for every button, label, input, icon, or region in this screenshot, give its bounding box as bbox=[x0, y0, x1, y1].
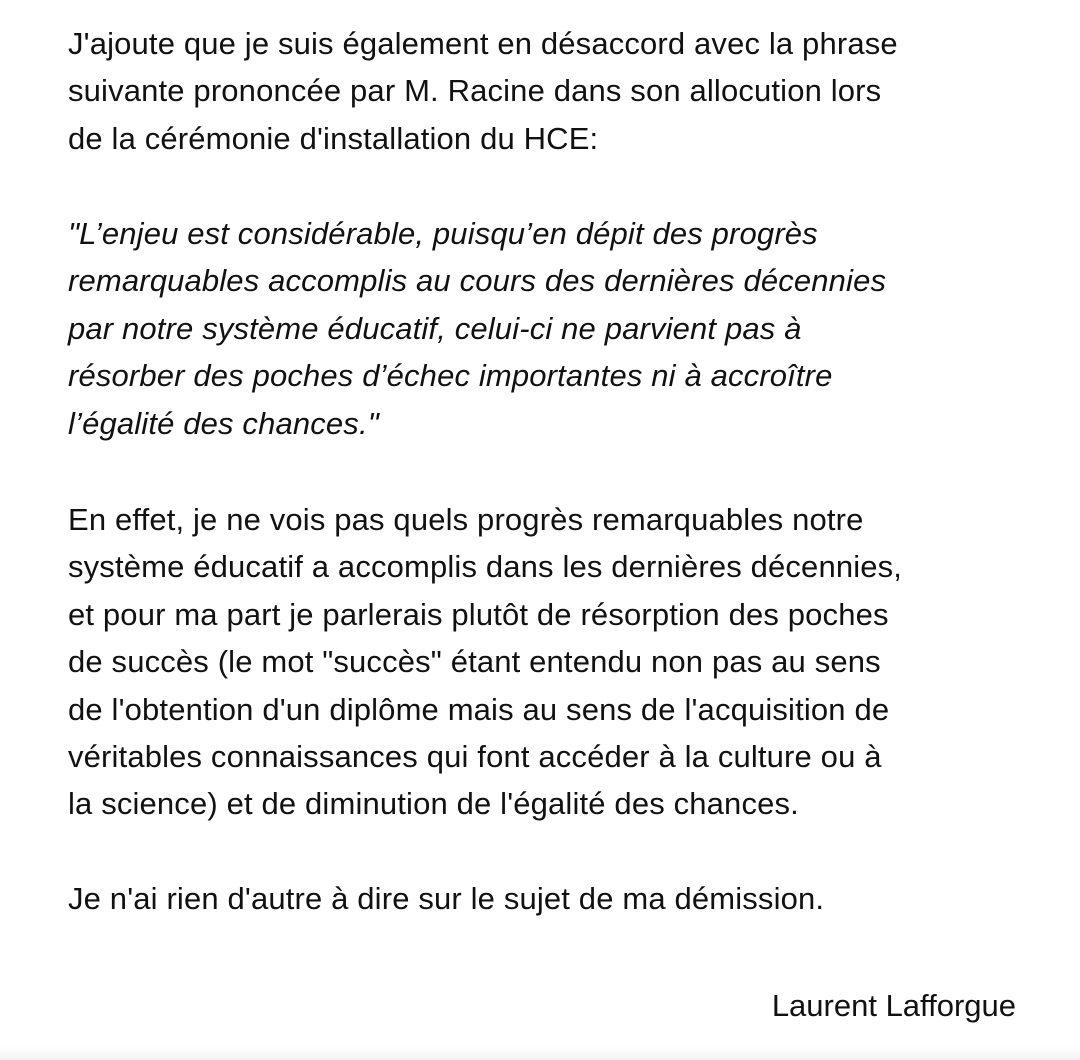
text-line: Je n'ai rien d'autre à dire sur le sujet de ma démission. bbox=[68, 881, 825, 916]
quote-line: "L’enjeu est considérable, puisqu’en dépit des progrès bbox=[68, 216, 818, 251]
paragraph-response bbox=[68, 496, 1048, 828]
signature: Laurent Lafforgue bbox=[771, 988, 1016, 1023]
text-line: suivante prononcée par M. Racine dans son allocution lors bbox=[68, 73, 882, 109]
text-line: et pour ma part je parlerais plutôt de résorption des poches bbox=[68, 596, 889, 632]
quote-line: remarquables accomplis au cours des dernières décennies bbox=[68, 263, 887, 299]
text-line: En effet, je ne vois pas quels progrès remarquables notre bbox=[68, 502, 864, 537]
text-line: de l'obtention d'un diplôme mais au sens de l'acquisition de bbox=[68, 691, 890, 727]
quote-line: par notre système éducatif, celui-ci ne parvient pas à bbox=[68, 310, 802, 346]
page-bottom-edge bbox=[0, 1046, 1080, 1060]
quote-line: l’égalité des chances." bbox=[68, 405, 379, 441]
paragraph-intro bbox=[68, 20, 1048, 162]
quote-line: résorber des poches d’échec importantes ni à accroître bbox=[68, 358, 833, 394]
text-line: de succès (le mot "succès" étant entendu non pas au sens bbox=[68, 644, 881, 680]
text-line: véritables connaissances qui font accéder à la culture ou à bbox=[68, 739, 882, 775]
paragraph-closing bbox=[68, 875, 1048, 922]
text-line: J'ajoute que je suis également en désaccord avec la phrase bbox=[68, 26, 898, 61]
text-line: système éducatif a accomplis dans les dernières décennies, bbox=[68, 549, 903, 585]
text-line: de la cérémonie d'installation du HCE: bbox=[68, 120, 599, 156]
quotation bbox=[68, 210, 1048, 447]
text-line: la science) et de diminution de l'égalité des chances. bbox=[68, 786, 799, 822]
